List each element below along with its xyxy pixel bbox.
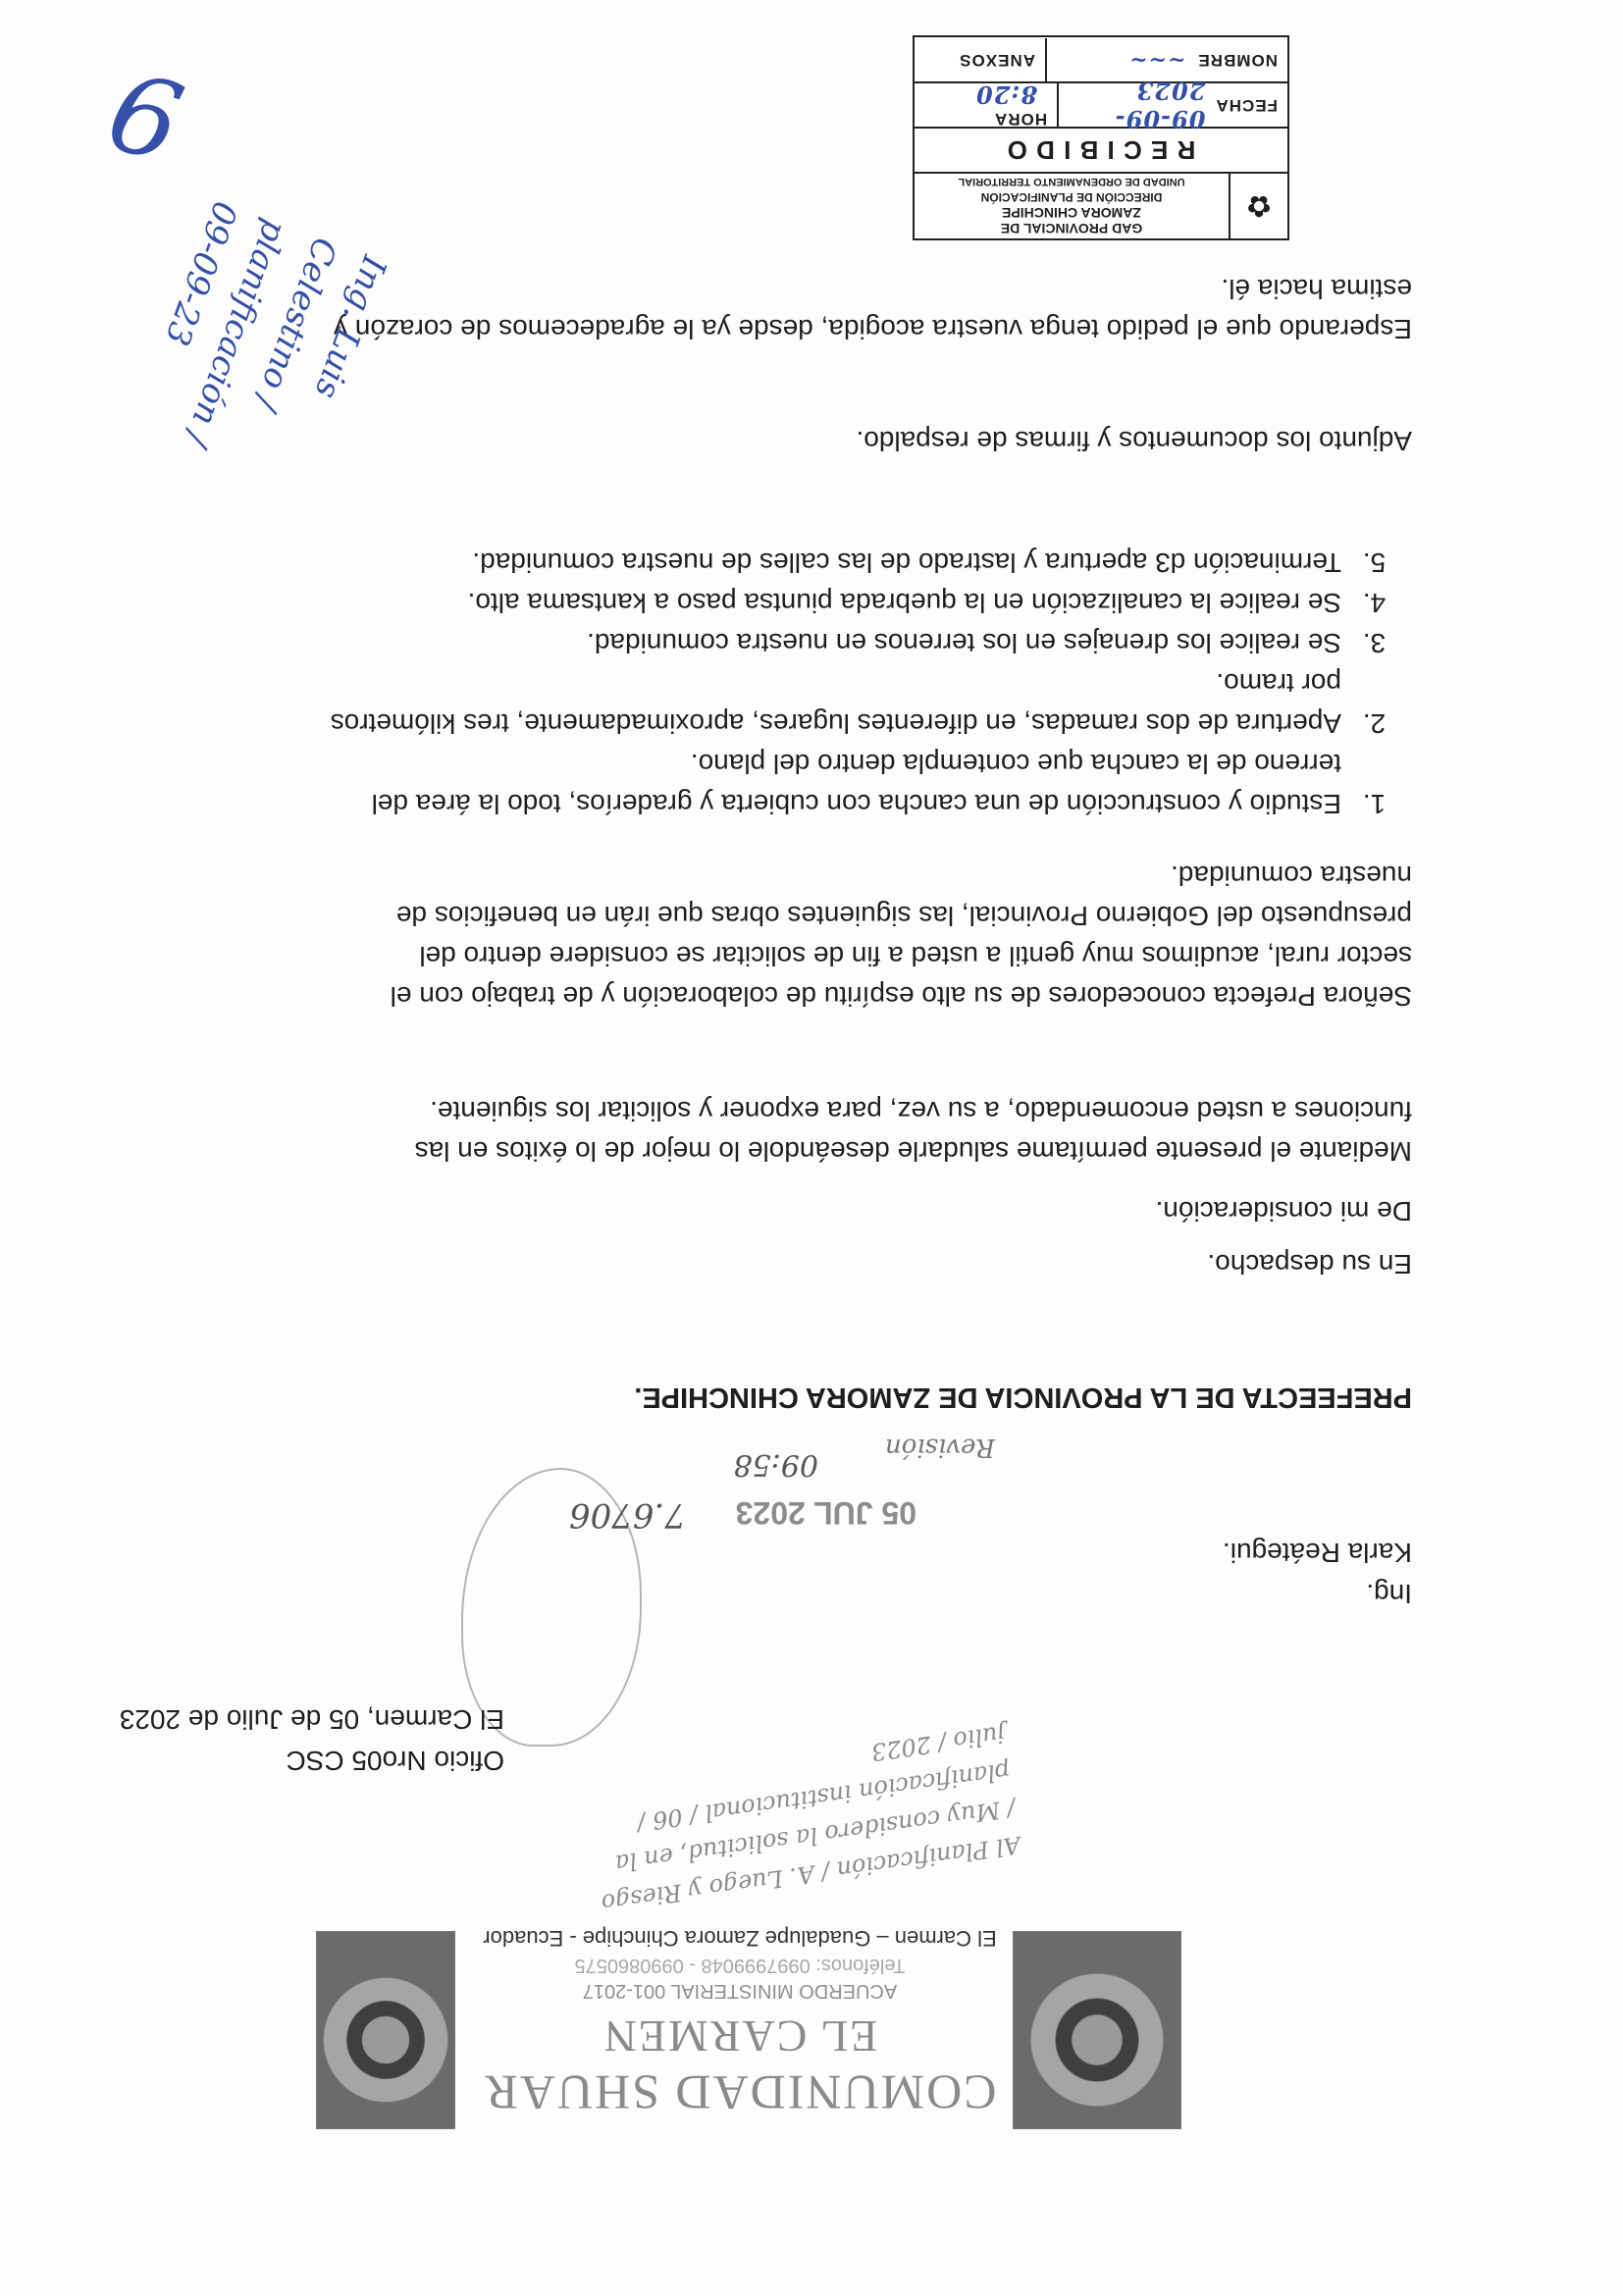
letter-place-date: El Carmen, 05 de Julio de 2023: [119, 1704, 504, 1735]
stamp-date-label: FECHA: [1215, 96, 1278, 115]
letter-attachments: Adjunto los documentos y firmas de respaldo.: [856, 426, 1412, 456]
letter-closing: Esperando que el pedido tenga vuestra acogida, desde ya le agradecemos de corazón y estima hacia él.: [334, 274, 1412, 344]
letterhead-address: El Carmen – Guadalupe Zamora Chinchipe - Ecuador: [483, 1926, 997, 1951]
recipient-position: PREFEECTA DE LA PROVINCIA DE ZAMORA CHINCHIPE.: [634, 1382, 1412, 1413]
stamp-time-value: 8:20: [975, 80, 1038, 110]
list-item: 1. Estudio y construcción de una cancha con cubierta y graderíos, todo la área del terreno de la cancha que contempla dentro del plano.: [323, 744, 1355, 824]
reception-stamp-number: 7.6706: [569, 1495, 686, 1535]
stamp-name-signature: ~~~: [1128, 47, 1186, 73]
letterhead-title-line1: COMUNIDAD SHUAR: [483, 2065, 997, 2120]
stamp-annexes-label: ANEXOS: [959, 51, 1035, 70]
list-item: 3. Se realice los drenajes en los terrenos en nuestra comunidad.: [323, 623, 1355, 663]
reception-stamp-time: 09:58: [733, 1447, 818, 1482]
list-item: 4. Se realice la canalización en la quebrada piuntsa paso a kantsama alto.: [323, 583, 1355, 623]
stamp-institution-line4: UNIDAD DE ORDENAMIENTO TERRITORIAL: [958, 176, 1185, 187]
reception-stamp-date: 05 JUL 2023: [735, 1495, 916, 1531]
stamp-institution-line3: DIRECCIÓN DE PLANIFICACIÓN: [980, 190, 1163, 204]
requested-works-list: [323, 543, 1412, 824]
letterhead-title-line2: EL CARMEN: [602, 2011, 878, 2061]
letterhead-left-photo: [1013, 1931, 1181, 2129]
received-stamp: [913, 35, 1289, 240]
blue-handwritten-note: Ing. Luis Celestino / planificación / 09-09-23: [156, 195, 394, 451]
stamp-title: R E C I B I D O: [915, 129, 1287, 174]
letterhead-phones: Teléfonos: 0997999048 - 0990860575: [574, 1955, 906, 1976]
stamp-date-value: 09-09-2023: [1114, 77, 1206, 133]
recipient-title: Ing.: [1366, 1579, 1412, 1609]
stamp-institution-line1: GAD PROVINCIAL DE: [1000, 221, 1143, 236]
stamp-name-label: NOMBRE: [1197, 51, 1278, 70]
letter-reference: Oficio Nro05 CSC: [286, 1746, 504, 1776]
stamp-time-label: HORA: [994, 110, 1048, 130]
letterhead-right-photo: [316, 1931, 455, 2129]
letterhead-agreement: ACUERDO MINISTERIAL 001-2017: [582, 1980, 898, 2002]
stamp-institution-line2: ZAMORA CHINCHIPE: [1002, 205, 1141, 221]
recipient-office: En su despacho.: [1207, 1249, 1412, 1279]
folio-number: 9: [96, 44, 196, 183]
reception-stamp: [569, 1393, 1024, 1619]
recipient-name: Karla Reátegui.: [1222, 1538, 1412, 1568]
institution-logo-icon: ✿: [1229, 174, 1287, 238]
list-item: 5. Terminación d3 apertura y lastrado de las calles de nuestra comunidad.: [323, 543, 1355, 583]
letter-salutation: De mi consideración.: [1155, 1196, 1412, 1226]
letter-paragraph-2: Señora Prefecta conocedores de su alto espíritu de colaboración y de trabajo con el sector rural, acudimos muy gentil a usted a fin de solicitar se considere dentro del presupuesto del Gobierno Provincial, las siguientes obras que irán en beneficios de nuestra comunidad.: [390, 861, 1412, 1012]
list-item: 2. Apertura de dos ramadas, en diferentes lugares, aproximadamente, tres kilómetros por tramo.: [323, 663, 1355, 744]
reception-stamp-note: Revisión: [884, 1433, 995, 1462]
letter-paragraph-1: Mediante el presente permítame saludarle deseándole lo mejor de lo éxitos en las funciones a usted encomendado, a su vez, para exponer y solicitar los siguiente.: [414, 1096, 1412, 1167]
pencil-annotation: Al Planificación / A. Luego y Riesgo / Muy considero la solicitud, en la planificación institucional / 06 / julio / 2023: [600, 1720, 1022, 1917]
